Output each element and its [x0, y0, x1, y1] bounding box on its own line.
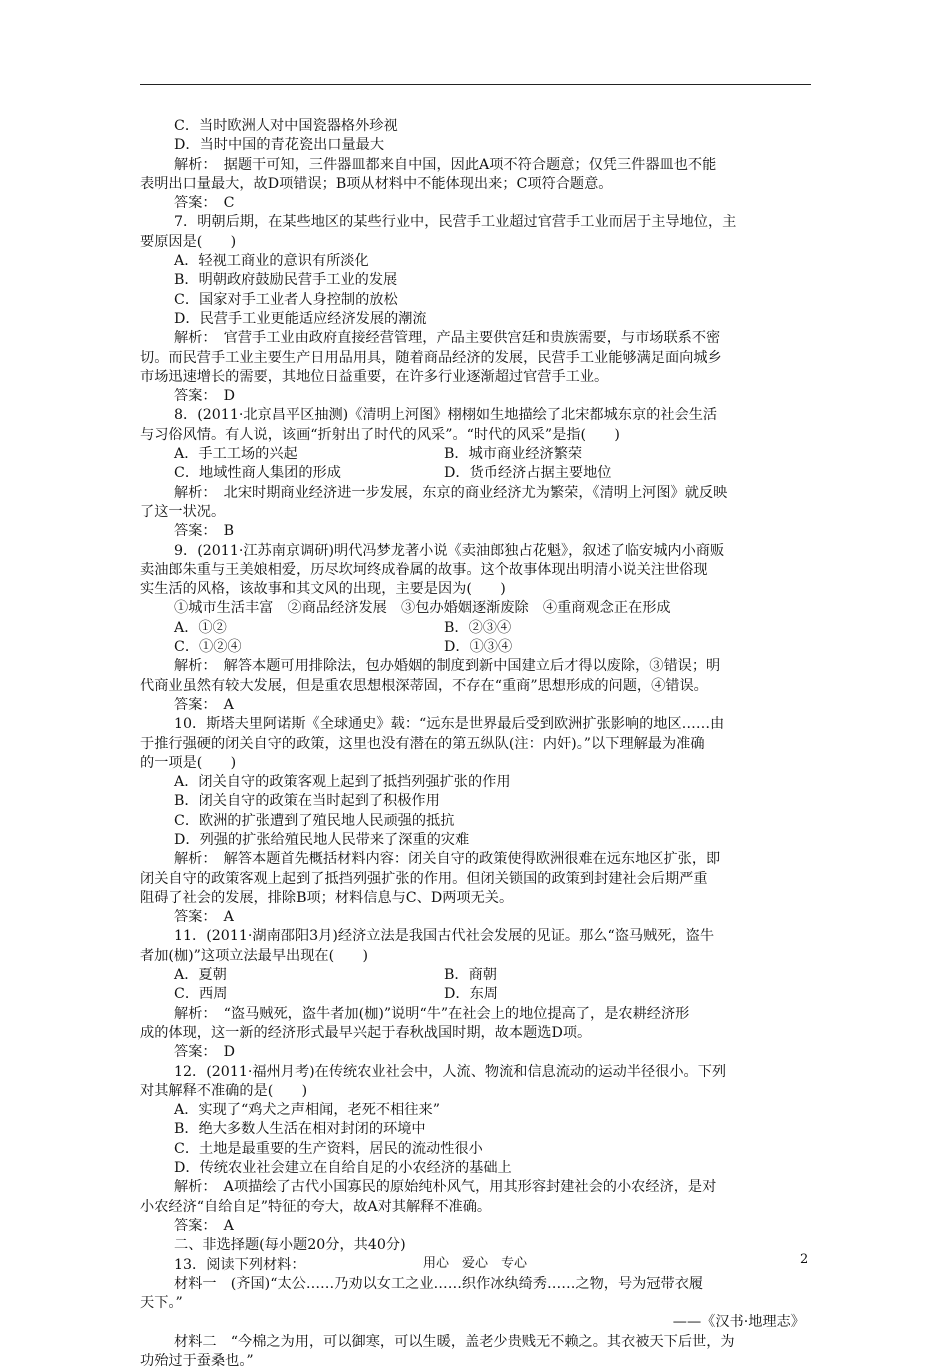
option-a: A．轻视工商业的意识有所淡化: [174, 253, 369, 270]
options-row: [140, 966, 811, 985]
analysis: 解析： 据题干可知，三件器皿都来自中国，因此A项不符合题意；仅凭三件器皿也不能: [174, 156, 717, 173]
option-d: D．东周: [444, 986, 498, 1003]
question-13: 13．阅读下列材料：: [174, 1256, 306, 1273]
question-7-cont: 要原因是( ): [140, 233, 237, 250]
option-b: B．商朝: [444, 967, 497, 984]
option-c: C．西周: [174, 986, 228, 1003]
option-b: B．城市商业经济繁荣: [444, 446, 583, 463]
statements: ①城市生活丰富 ②商品经济发展 ③包办婚姻逐渐废除 ④重商观念正在形成: [174, 600, 671, 617]
option-c: C．国家对手工业者人身控制的放松: [174, 291, 398, 308]
analysis: 解析： 官营手工业由政府直接经营管理，产品主要供宫廷和贵族需要，与市场联系不密: [174, 330, 721, 347]
analysis-cont: 阻碍了社会的发展，排除B项；材料信息与C、D两项无关。: [140, 889, 514, 906]
option-c: C．地域性商人集团的形成: [174, 465, 341, 482]
material-1-source: ——《汉书·地理志》: [672, 1314, 805, 1331]
header-rule: [140, 84, 811, 85]
option-d: D．①③④: [444, 639, 513, 656]
question-9: 9．(2011·江苏南京调研)明代冯梦龙著小说《卖油郎独占花魁》，叙述了临安城内小商贩: [174, 542, 725, 559]
analysis-cont: 表明出口量最大，故D项错误；B项从材料中不能体现出来；C项符合题意。: [140, 175, 613, 192]
question-11: 11．(2011·湖南邵阳3月)经济立法是我国古代社会发展的见证。那么“盗马贼死，盗牛: [174, 928, 715, 945]
analysis: 解析： “盗马贼死，盗牛者加(枷)”说明“牛”在社会上的地位提高了，是农耕经济形: [174, 1005, 690, 1022]
page-number: 2: [800, 1252, 809, 1267]
option-d: D．民营手工业更能适应经济发展的潮流: [174, 310, 427, 327]
analysis: 解析： 北宋时期商业经济进一步发展，东京的商业经济尤为繁荣，《清明上河图》就反映: [174, 484, 728, 501]
option-d: D．货币经济占据主要地位: [444, 465, 612, 482]
options-row: [140, 638, 811, 657]
analysis-cont: 切。而民营手工业主要生产日用品用具，随着商品经济的发展，民营手工业能够满足面向城乡: [140, 349, 722, 366]
question-8-cont: 与习俗风情。有人说，该画“折射出了时代的风采”。“时代的风采”是指( ): [140, 426, 620, 443]
option-d: D．传统农业社会建立在自给自足的小农经济的基础上: [174, 1160, 512, 1177]
analysis: 解析： A项描绘了古代小国寡民的原始纯朴风气，用其形容封建社会的小农经济，是对: [174, 1179, 717, 1196]
page-footer: 用心 爱心 专心: [422, 1256, 527, 1271]
material-1-cont: 天下。”: [140, 1295, 183, 1312]
question-12-cont: 对其解释不准确的是( ): [140, 1082, 308, 1099]
analysis-cont: 了这一状况。: [140, 503, 226, 520]
question-10: 10．斯塔夫里阿诺斯《全球通史》载：“远东是世界最后受到欧洲扩张影响的地区……由: [174, 716, 725, 733]
options-row: [140, 464, 811, 483]
answer: 答案： D: [174, 388, 236, 405]
answer: 答案： A: [174, 909, 234, 926]
option-c: C．当时欧洲人对中国瓷器格外珍视: [174, 118, 398, 134]
answer: 答案： B: [174, 523, 235, 540]
question-11-cont: 者加(枷)”这项立法最早出现在( ): [140, 947, 369, 964]
analysis: 解析： 解答本题可用排除法，包办婚姻的制度到新中国建立后才得以废除，③错误；明: [174, 658, 721, 675]
answer: 答案： A: [174, 696, 234, 713]
answer: 答案： C: [174, 195, 235, 212]
page-body: [140, 117, 811, 1371]
option-a: A．夏朝: [174, 967, 227, 984]
material-2-cont: 功殆过于蚕桑也。”: [140, 1353, 254, 1369]
section-heading: 二、非选择题(每小题20分，共40分): [174, 1237, 406, 1254]
option-a: A．手工工场的兴起: [174, 446, 298, 463]
option-c: C．①②④: [174, 639, 242, 656]
question-10-cont: 的一项是( ): [140, 754, 237, 771]
option-c: C．欧洲的扩张遭到了殖民地人民顽强的抵抗: [174, 812, 455, 829]
question-9-cont: 卖油郎朱重与王美娘相爱，历尽坎坷终成眷属的故事。这个故事体现出明清小说关注世俗现: [140, 561, 708, 578]
analysis-cont: 小农经济“自给自足”特征的夸大，故A对其解释不准确。: [140, 1198, 492, 1215]
question-10-cont: 于推行强硬的闭关自守的政策，这里也没有潜在的第五纵队(注：内奸)。”以下理解最为准确: [140, 735, 705, 752]
question-12: 12．(2011·福州月考)在传统农业社会中，人流、物流和信息流动的运动半径很小。下列: [174, 1063, 727, 1080]
option-b: B．闭关自守的政策在当时起到了积极作用: [174, 793, 440, 810]
analysis-cont: 代商业虽然有较大发展，但是重农思想根深蒂固，不存在“重商”思想形成的问题，④错误。: [140, 677, 708, 694]
answer: 答案： D: [174, 1044, 236, 1061]
option-d: D．列强的扩张给殖民地人民带来了深重的灾难: [174, 831, 470, 848]
analysis-cont: 成的体现，这一新的经济形式最早兴起于春秋战国时期，故本题选D项。: [140, 1024, 592, 1041]
answer: 答案： A: [174, 1217, 234, 1234]
question-8: 8．(2011·北京昌平区抽测)《清明上河图》栩栩如生地描绘了北宋都城东京的社会生活: [174, 407, 718, 424]
analysis-cont: 闭关自守的政策客观上起到了抵挡列强扩张的作用。但闭关锁国的政策到封建社会后期严重: [140, 870, 708, 887]
option-b: B．②③④: [444, 619, 512, 636]
option-b: B．绝大多数人生活在相对封闭的环境中: [174, 1121, 426, 1138]
material-1: 材料一 (齐国)“太公……乃劝以女工之业……织作冰纨绮秀……之物，号为冠带衣履: [174, 1275, 704, 1292]
option-a: A．闭关自守的政策客观上起到了抵挡列强扩张的作用: [174, 774, 511, 791]
option-d: D．当时中国的青花瓷出口量最大: [174, 137, 385, 154]
options-row: [140, 619, 811, 638]
analysis: 解析： 解答本题首先概括材料内容：闭关自守的政策使得欧洲很难在远东地区扩张，即: [174, 851, 721, 868]
option-c: C．土地是最重要的生产资料，居民的流动性很小: [174, 1140, 483, 1157]
options-row: [140, 985, 811, 1004]
question-9-cont: 实生活的风格，该故事和其文风的出现，主要是因为( ): [140, 581, 506, 598]
question-7: 7．明朝后期，在某些地区的某些行业中，民营手工业超过官营手工业而居于主导地位，主: [174, 214, 737, 231]
material-2: 材料二 “今棉之为用，可以御寒，可以生暖，盖老少贵贱无不赖之。其衣被天下后世，为: [174, 1333, 735, 1350]
option-a: A．实现了“鸡犬之声相闻，老死不相往来”: [174, 1102, 440, 1119]
options-row: [140, 445, 811, 464]
option-b: B．明朝政府鼓励民营手工业的发展: [174, 272, 398, 289]
analysis-cont: 市场迅速增长的需要，其地位日益重要，在许多行业逐渐超过官营手工业。: [140, 368, 609, 385]
option-a: A．①②: [174, 619, 227, 636]
